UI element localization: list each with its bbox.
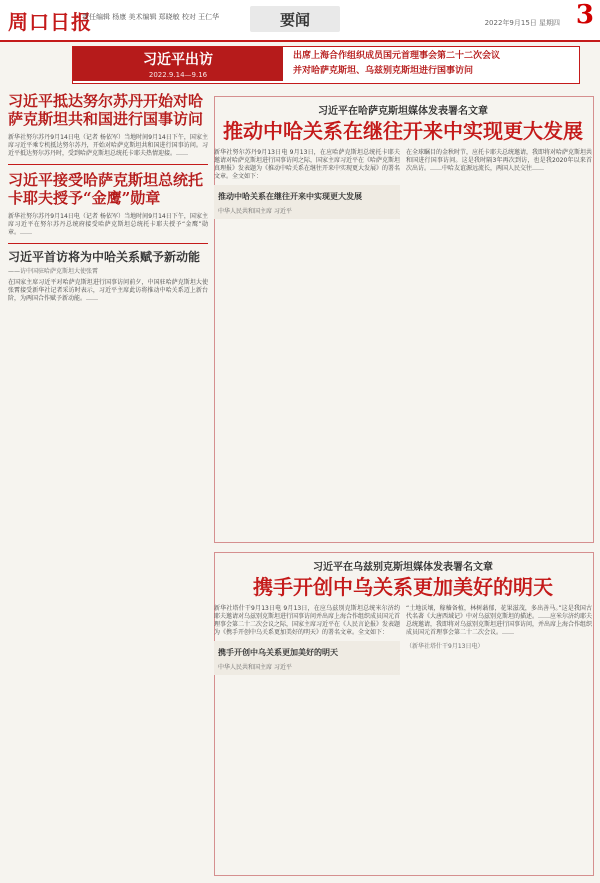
article1-col-2 [406,149,592,219]
story2-headline: 习近平接受哈萨克斯坦总统托卡耶夫授予“金鹰”勋章 [8,171,204,207]
article1-columns [214,149,592,219]
article2-author: 中华人民共和国主席 习近平 [218,664,292,671]
issue-date: 2022年9月15日 星期四 [484,19,560,27]
story3-body: 在国家主席习近平对哈萨克斯坦进行国事访问前夕，中国驻哈萨克斯坦大使张霄接受新华社记者采访时表示，习近平主席此访将推动中哈关系迈上新台阶，为两国合作赋予新动能。…… [8,279,208,302]
article2-columns [214,605,592,675]
story3-headline: 习近平首访将为中哈关系赋予新动能 [8,250,201,264]
article1-author: 中华人民共和国主席 习近平 [218,208,292,215]
article2 [214,558,592,675]
left-column [8,92,208,303]
banner-dates: 2022.9.14—9.16 [148,71,208,79]
banner-line-1: 出席上海合作组织成员国元首理事会第二十二次会议 [293,51,501,61]
topic-banner [72,46,580,84]
banner-line-2: 并对哈萨克斯坦、乌兹别克斯坦进行国事访问 [293,66,474,76]
masthead [0,0,600,42]
article2-col-2 [406,605,592,675]
section-tab: 要闻 [250,6,340,32]
article1-headline: 推动中哈关系在继往开来中实现更大发展 [223,119,583,143]
article1-body: 在全球瞩目的金秋时节，应托卡耶夫总统邀请，我即将对哈萨克斯坦共和国进行国事访问。这是我时隔3年再次到访，也是我2020年以来首次出访。……中哈友谊源远流长，两国人民交往…… [406,149,593,172]
article2-col-1 [214,605,400,675]
article1 [214,102,592,219]
story2-body: 新华社努尔苏丹9月14日电（记者 杨依军）当地时间9月14日下午，国家主席习近平在努尔苏丹总统府接受哈萨克斯坦总统托卡耶夫授予“金鹰”勋章。…… [8,213,208,236]
article1-strap: 习近平在哈萨克斯坦媒体发表署名文章 [318,106,488,117]
article2-headline: 携手开创中乌关系更加美好的明天 [253,575,553,599]
paper-logo: 周口日报 [8,10,92,34]
divider-1 [8,164,208,165]
article1-col-1 [214,149,400,219]
page-number: 3 [575,0,594,30]
article2-signature: （新华社塔什干9月13日电） [406,643,484,650]
editor-info: 责任编辑 杨康 美术编辑 郑晓敏 校对 王仁华 [82,13,220,21]
article1-subtitle: 推动中哈关系在继往开来中实现更大发展 [218,192,362,201]
banner-left [73,47,283,81]
article2-subtitle: 携手开创中乌关系更加美好的明天 [218,648,338,657]
divider-2 [8,243,208,244]
article2-subtitle-box [214,641,400,675]
story1-body: 新华社努尔苏丹9月14日电（记者 杨依军）当地时间9月14日下午，国家主席习近平乘专机抵达努尔苏丹，开始对哈萨克斯坦共和国进行国事访问。习近平抵达努尔苏丹时，受到哈萨克斯坦总统托卡耶夫热情迎接。…… [8,134,208,157]
article1-subtitle-box [214,185,400,219]
article2-body: “土地沃壤，稼穑备植，林树蓊郁，花果滋茂，多出善马。”这是我国古代名著《大唐西域记》中对乌兹别克斯坦的描述。……应米尔济约耶夫总统邀请，我即将对乌兹别克斯坦进行国事访问，并出席上海合作组织成员国元首理事会第二十二次会议。…… [406,605,593,636]
banner-right [293,49,573,79]
story3-byline: ——访中国驻哈萨克斯坦大使张霄 [8,268,99,275]
article2-intro: 新华社塔什干9月13日电 9月13日，在应乌兹别克斯坦总统米尔济约耶夫邀请对乌兹别克斯坦进行国事访问并出席上海合作组织成员国元首理事会第二十二次会议之际，国家主席习近平在《人民言论报》发表题为《携手开创中乌关系更加美好的明天》的署名文章。全文如下： [214,605,401,636]
story1-headline: 习近平抵达努尔苏丹开始对哈萨克斯坦共和国进行国事访问 [8,92,204,128]
article1-intro: 新华社努尔苏丹9月13日电 9月13日，在应哈萨克斯坦总统托卡耶夫邀请对哈萨克斯坦进行国事访问之际，国家主席习近平在《哈萨克斯坦真理报》发表题为《推动中哈关系在继往开来中实现更大发展》的署名文章。全文如下： [214,149,401,180]
article2-strap: 习近平在乌兹别克斯坦媒体发表署名文章 [313,562,493,573]
banner-title: 习近平出访 [143,52,213,68]
